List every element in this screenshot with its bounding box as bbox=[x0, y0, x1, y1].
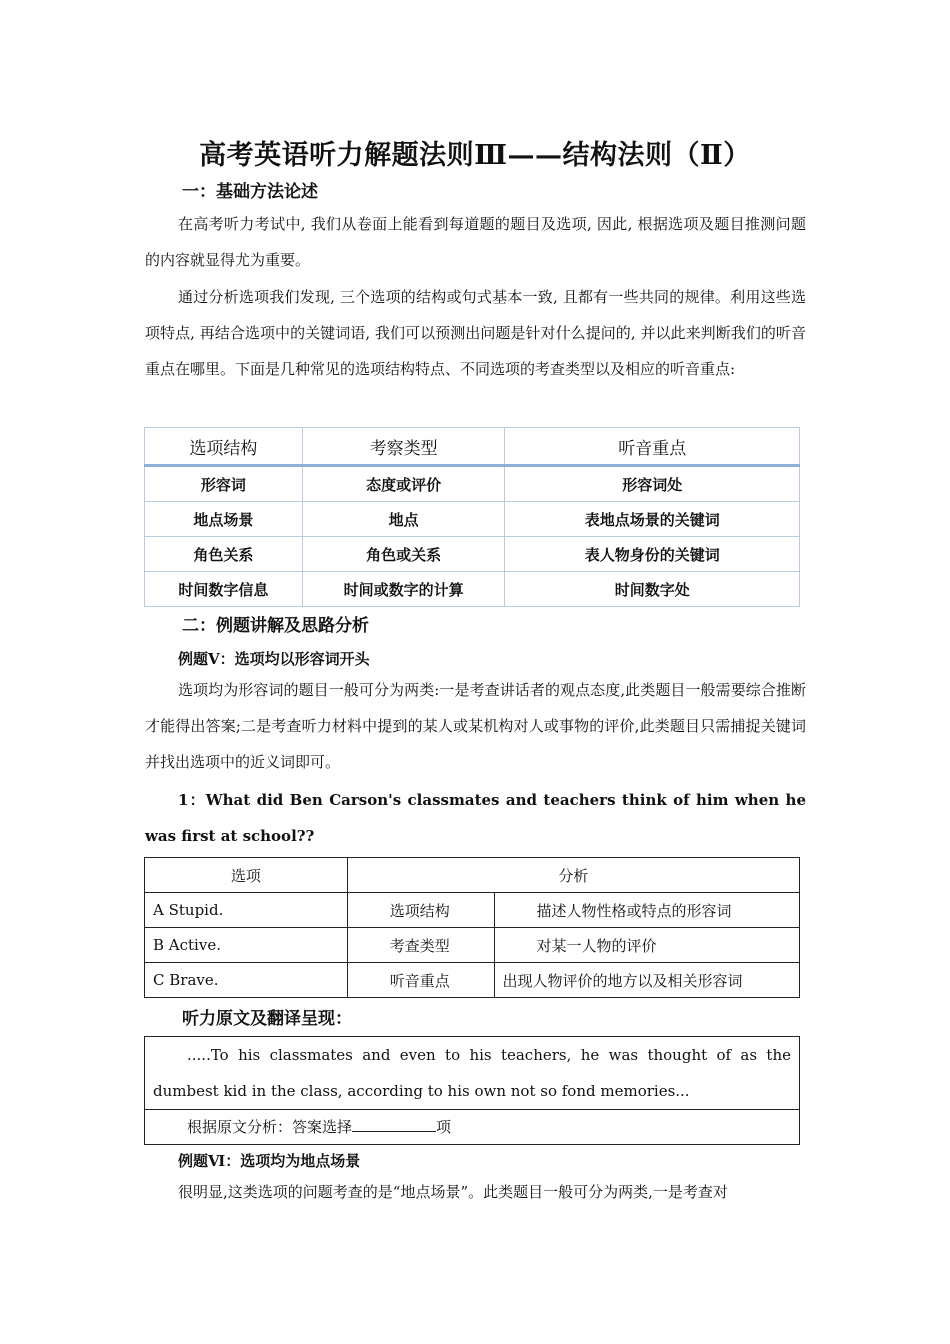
table-header-row bbox=[145, 428, 800, 466]
transcript-text: .....To his classmates and even to his teachers, he was thought of as the dumbest kid in the class, according to his own not so fond memories... bbox=[145, 1037, 799, 1110]
table-header-row bbox=[145, 858, 800, 893]
table-cell: 角色或关系 bbox=[302, 537, 505, 572]
analysis-label-cell: 听音重点 bbox=[347, 963, 494, 998]
table-cell: 地点场景 bbox=[145, 502, 303, 537]
answer-blank[interactable] bbox=[352, 1115, 436, 1132]
table-row bbox=[145, 963, 800, 998]
table-row bbox=[145, 502, 800, 537]
analysis-label-cell: 选项结构 bbox=[347, 893, 494, 928]
paragraph-example6: 很明显,这类选项的问题考查的是“地点场景”。此类题目一般可分为两类,一是考查对 bbox=[178, 1183, 728, 1201]
table-row bbox=[145, 928, 800, 963]
table-cell: 形容词处 bbox=[505, 466, 800, 502]
section-heading-examples: 二：例题讲解及思路分析 bbox=[182, 616, 369, 636]
option-cell: A Stupid. bbox=[145, 893, 348, 928]
table-cell: 地点 bbox=[302, 502, 505, 537]
option-analysis-table bbox=[144, 857, 800, 998]
section-heading-basics: 一：基础方法论述 bbox=[182, 182, 318, 202]
analysis-value-cell: 描述人物性格或特点的形容词 bbox=[494, 893, 799, 928]
table-row bbox=[145, 466, 800, 502]
analysis-value-cell: 出现人物评价的地方以及相关形容词 bbox=[494, 963, 799, 998]
transcript-box bbox=[144, 1036, 800, 1145]
table-cell: 时间数字信息 bbox=[145, 572, 303, 607]
paragraph-analysis: 通过分析选项我们发现, 三个选项的结构或句式基本一致, 且都有一些共同的规律。利用这些选项特点, 再结合选项中的关键词语, 我们可以预测出问题是针对什么提问的, 并以此来判断我们的听音重点在哪里。下面是几种常见的选项结构特点、不同选项的考查类型以及相应的听音重点: bbox=[145, 288, 806, 378]
paragraph-example5: 选项均为形容词的题目一般可分为两类:一是考查讲话者的观点态度,此类题目一般需要综合推断才能得出答案;二是考查听力材料中提到的某人或某机构对人或事物的评价,此类题目只需捕捉关键词并找出选项中的近义词即可。 bbox=[145, 681, 806, 771]
table-row bbox=[145, 537, 800, 572]
table-cell: 态度或评价 bbox=[302, 466, 505, 502]
table-cell: 形容词 bbox=[145, 466, 303, 502]
listening-heading: 听力原文及翻译呈现： bbox=[182, 1009, 352, 1029]
question-1: 1：What did Ben Carson's classmates and teachers think of him when he was first at school?? bbox=[145, 791, 806, 845]
option-structure-table bbox=[144, 427, 800, 607]
table-header-cell: 考察类型 bbox=[302, 428, 505, 466]
table-header-cell: 分析 bbox=[347, 858, 799, 893]
page-title: 高考英语听力解题法则Ⅲ——结构法则（Ⅱ） bbox=[199, 140, 751, 171]
paragraph-intro: 在高考听力考试中, 我们从卷面上能看到每道题的题目及选项, 因此, 根据选项及题目推测问题的内容就显得尤为重要。 bbox=[145, 215, 806, 269]
table-cell: 角色关系 bbox=[145, 537, 303, 572]
example6-heading: 例题Ⅵ：选项均为地点场景 bbox=[178, 1152, 361, 1170]
option-cell: C Brave. bbox=[145, 963, 348, 998]
example5-heading: 例题Ⅴ：选项均以形容词开头 bbox=[178, 650, 370, 668]
table-header-cell: 选项结构 bbox=[145, 428, 303, 466]
table-row bbox=[145, 572, 800, 607]
table-cell: 表人物身份的关键词 bbox=[505, 537, 800, 572]
table-row bbox=[145, 893, 800, 928]
answer-prefix: 根据原文分析：答案选择 bbox=[187, 1118, 353, 1136]
table-cell: 时间数字处 bbox=[505, 572, 800, 607]
answer-line bbox=[145, 1110, 799, 1144]
analysis-label-cell: 考查类型 bbox=[347, 928, 494, 963]
table-header-cell: 选项 bbox=[145, 858, 348, 893]
table-cell: 时间或数字的计算 bbox=[302, 572, 505, 607]
table-header-cell: 听音重点 bbox=[505, 428, 800, 466]
table-cell: 表地点场景的关键词 bbox=[505, 502, 800, 537]
answer-suffix: 项 bbox=[436, 1118, 452, 1136]
analysis-value-cell: 对某一人物的评价 bbox=[494, 928, 799, 963]
option-cell: B Active. bbox=[145, 928, 348, 963]
